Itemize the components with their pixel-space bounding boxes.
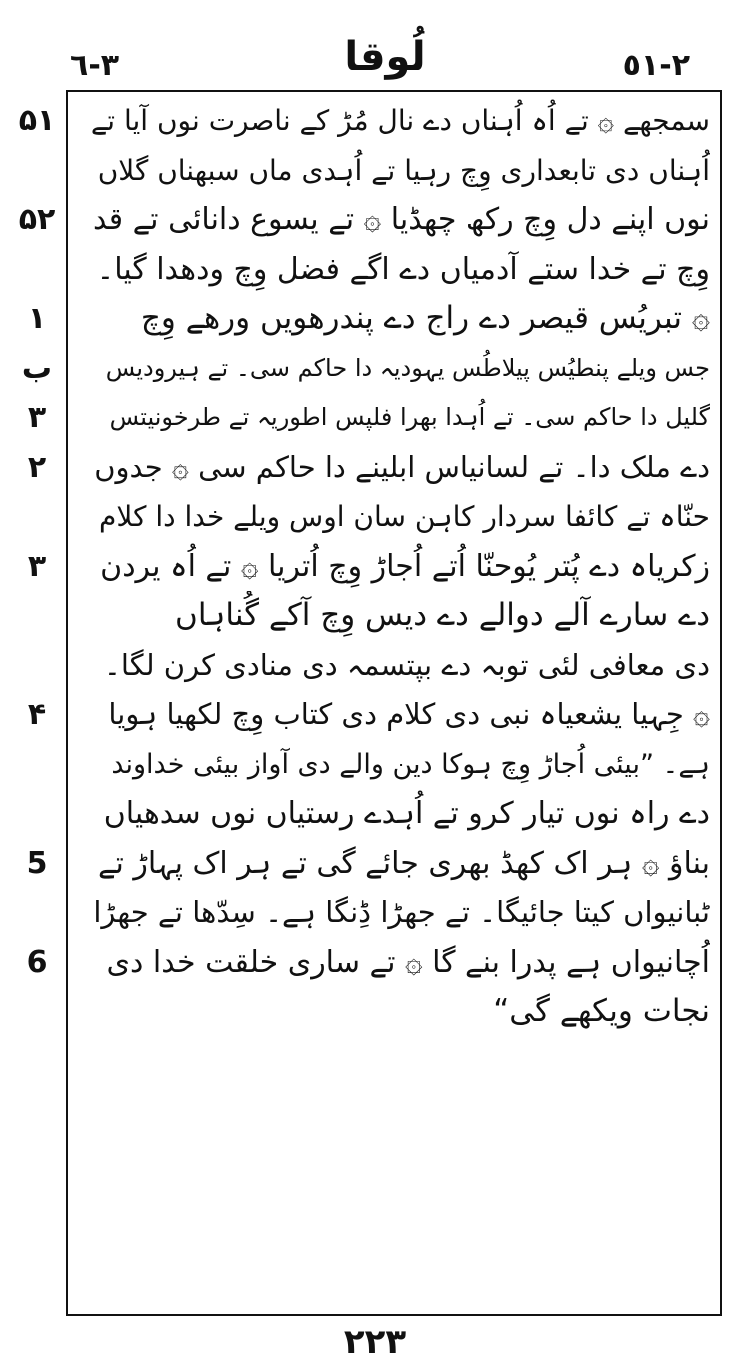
text-line: سمجھے ۞ تے اُہ اُہناں دے نال مُڑ کے ناصرت نوں آیا تے [90, 104, 710, 137]
text-line: دی معافی لئی توبہ دے بپتسمہ دی منادی کرن لگا۔ [103, 647, 710, 682]
scripture-text [90, 96, 710, 1037]
verse-number: ۵٢ [18, 202, 56, 237]
verse-number: ١ ب ٣ [21, 301, 53, 435]
text-line: نوں اپنے دل وِچ رکھ چھڈیا ۞ تے یسوع دانائی تے قد [92, 202, 710, 237]
text-line: زکریاہ دے پُتر یُوحنّا اُتے اُجاڑ وِچ اُتریا ۞ تے اُہ یردن [100, 548, 710, 584]
text-line: جس ویلے پنطیُس پیلاطُس یہودیہ دا حاکم سی۔ تے ہیرودیس [105, 353, 710, 382]
text-line: ۞ تبریُس قیصر دے راج دے پندرھویں ورھے وِچ [140, 300, 710, 336]
text-line: اُہناں دی تابعداری وِچ رہیا تے اُہدی ماں سبھناں گلاں [97, 153, 710, 187]
verse-number: ۵١ [18, 103, 56, 138]
verse-number: 6 [26, 944, 48, 980]
book-title: لُوقا [344, 34, 426, 80]
text-line: ۞ جِہیا یشعیاہ نبی دی کلام دی کتاب وِچ لکھیا ہویا [108, 697, 710, 731]
text-line: گلیل دا حاکم سی۔ تے اُہدا بھرا فلپس اطوریہ تے طرخونیتس [109, 403, 710, 431]
page-header [0, 30, 750, 90]
text-line: ہے۔ ”بیئی اُجاڑ وِچ ہوکا دین والے دی آواز بیئی خداوند [111, 748, 710, 780]
verse-number: ٢ [27, 449, 47, 485]
chapter-verse-range-start: ٢-٥١ [622, 48, 690, 83]
text-line: نجات ویکھے گی“ [493, 993, 710, 1029]
verse-number: ٣ [27, 548, 47, 584]
text-line: دے ملک دا۔ تے لسانیاس ابلینے دا حاکم سی ۞ جدوں [94, 449, 710, 484]
text-line: ٹبانیواں کیتا جائیگا۔ تے جھڑا ڈِنگا ہے۔ سِدّھا تے جھڑا [93, 895, 710, 929]
page-number: ٢٢٣ [343, 1322, 407, 1362]
text-line: وِچ تے خدا ستے آدمیاں دے اگے فضل وِچ ودھدا گیا۔ [96, 251, 710, 287]
chapter-verse-range-end: ٣-٦ [70, 48, 120, 83]
text-line: اُچانیواں ہے پدرا بنے گا ۞ تے ساری خلقت خدا دی [106, 944, 710, 980]
verse-number: 5 [26, 845, 48, 881]
text-line: دے راہ نوں تیار کرو تے اُہدے رستیاں نوں سدھیاں [103, 796, 710, 831]
text-line: دے سارے آلے دوالے دے دیس وِچ آکے گُناہاں [175, 597, 710, 633]
verse-number: ۴ [27, 697, 47, 732]
text-line: بناؤ ۞ ہر اک کھڈ بھری جائے گی تے ہر اک پہاڑ تے [97, 845, 710, 881]
text-line: حنّاہ تے کائفا سردار کاہن سان اوس ویلے خدا دا کلام [99, 500, 710, 533]
